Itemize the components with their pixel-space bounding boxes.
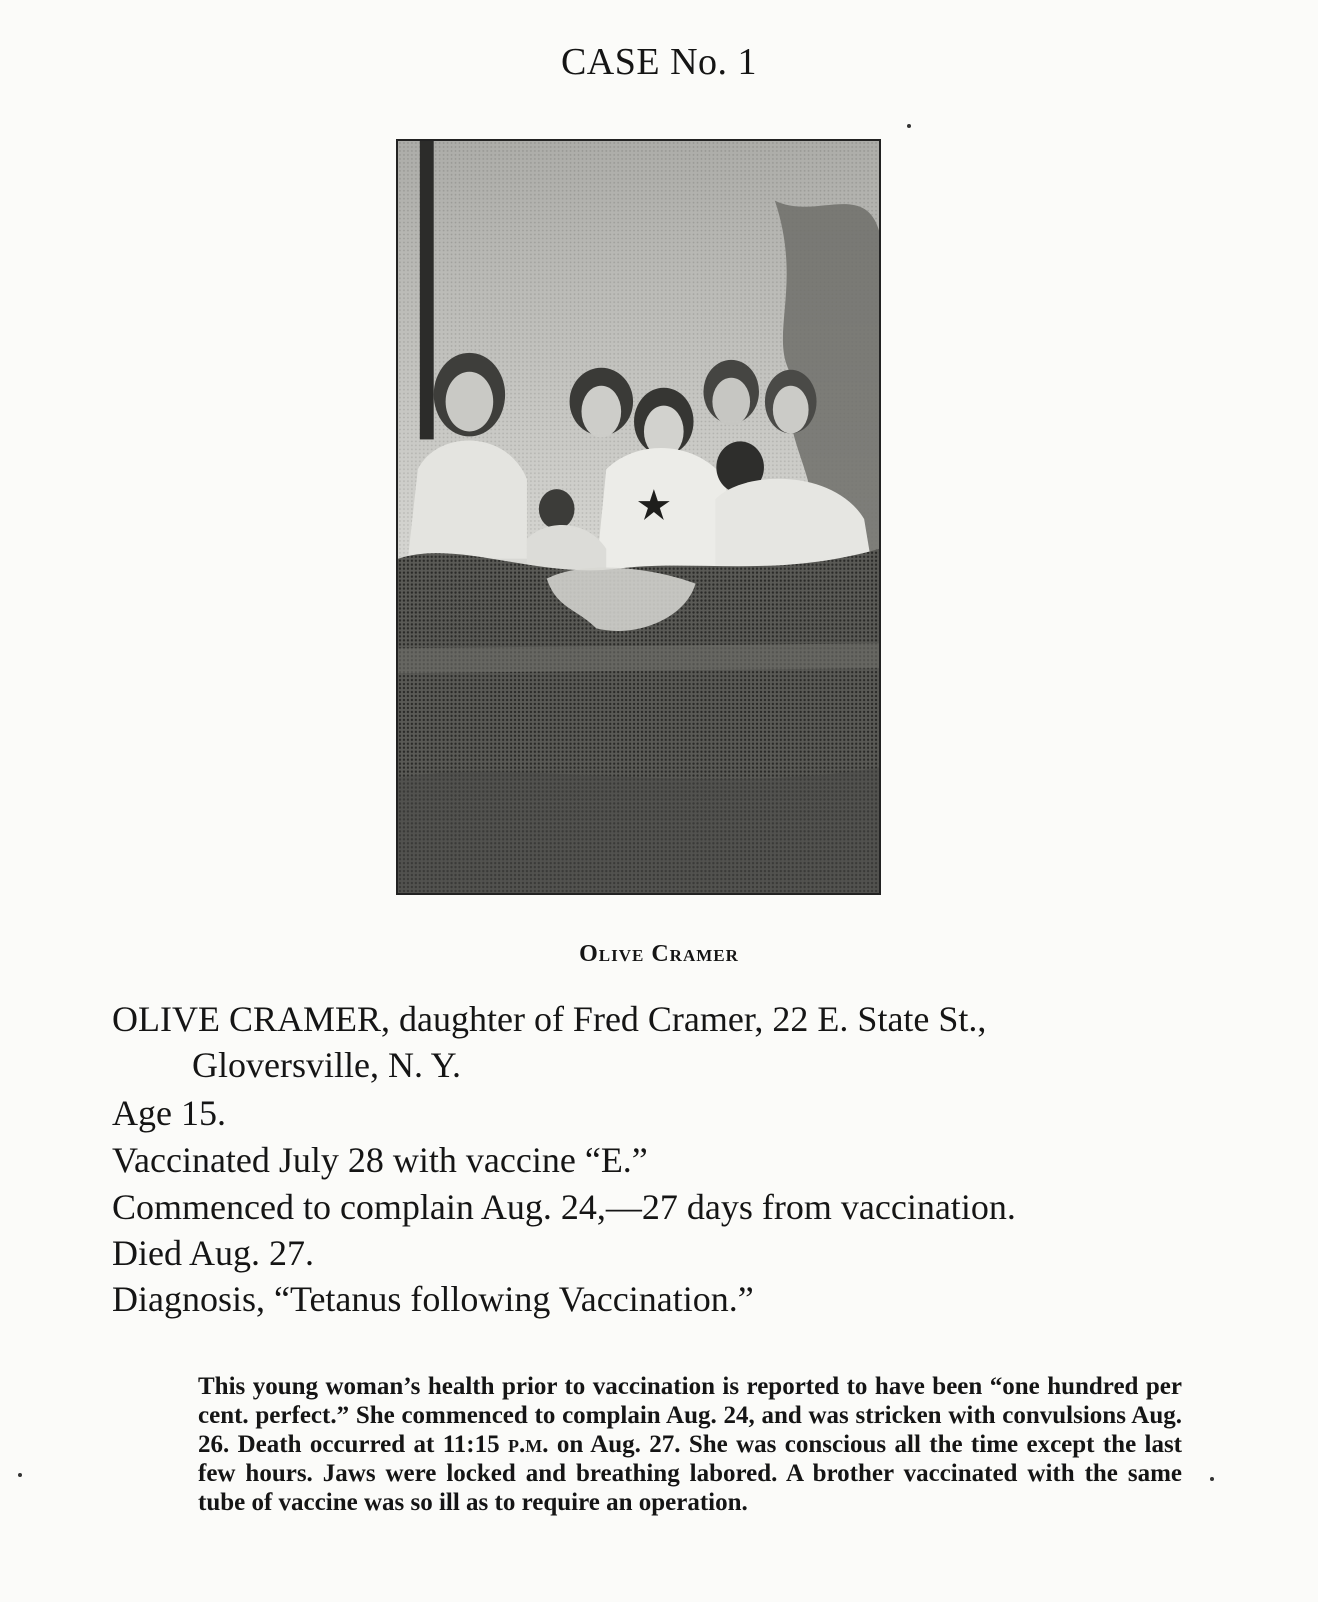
vaccinated-line: Vaccinated July 28 with vaccine “E.”: [112, 1140, 648, 1180]
print-speck: [907, 124, 911, 128]
note-text-end: on Aug. 27. She was conscious all the time except the last few hours. Jaws were locked and breathing labored. A brother vaccinated with the same tube of vaccine was so ill as to require an operation.: [198, 1431, 1183, 1516]
commenced-line: Commenced to complain Aug. 24,—27 days from vaccination.: [112, 1187, 1016, 1227]
name-address-line: OLIVE CRAMER, daughter of Fred Cramer, 22 E. State St.,: [112, 999, 987, 1039]
print-speck: [1210, 1477, 1214, 1481]
diagnosis-line: Diagnosis, “Tetanus following Vaccination.”: [112, 1279, 754, 1319]
city-line: Gloversville, N. Y.: [192, 1045, 461, 1085]
print-speck: [18, 1473, 22, 1477]
note-time-suffix: p.m.: [508, 1431, 549, 1458]
case-note-paragraph: [198, 1372, 1182, 1517]
photo-caption: Olive Cramer: [579, 941, 739, 967]
age-line: Age 15.: [112, 1093, 226, 1133]
died-line: Died Aug. 27.: [112, 1233, 314, 1273]
halftone-photo-icon: [398, 141, 879, 893]
group-photograph: [396, 139, 881, 895]
note-text-start: This young woman’s health prior to vaccination is reported to have been “one hundred per cent. perfect.” She commenced to complain Aug. 24, and was stricken with convulsions Aug. 26. Death occurred at 11:15: [198, 1373, 1182, 1458]
case-heading: CASE No. 1: [560, 41, 758, 83]
